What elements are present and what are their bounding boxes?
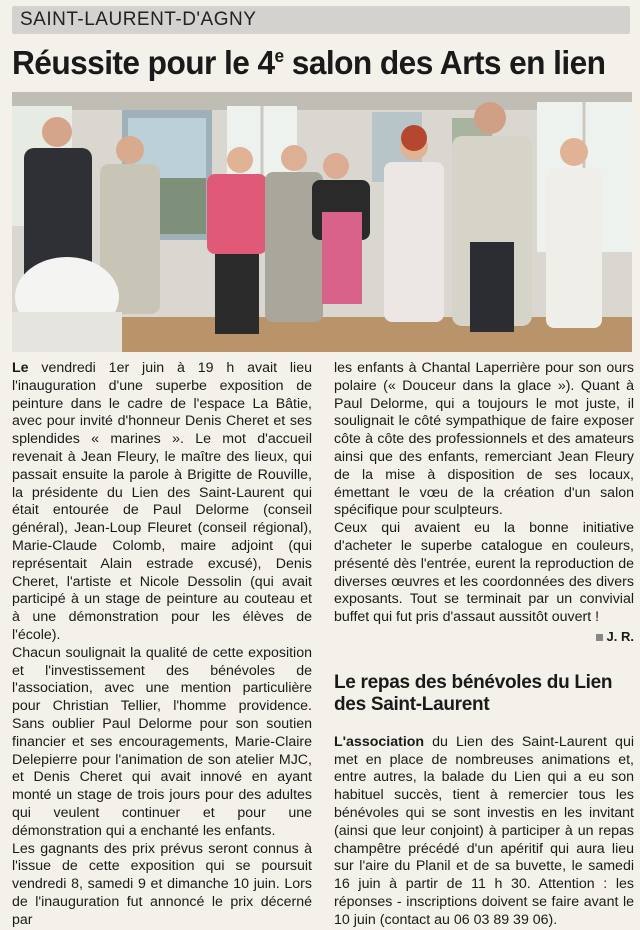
rubric-label: SAINT-LAURENT-D'AGNY <box>20 9 257 30</box>
article-left-column <box>12 360 312 930</box>
article-right-column <box>334 360 634 930</box>
signature-text: J. R. <box>606 628 634 644</box>
paragraph-text: les enfants à Chantal Laperrière pour son ours polaire (« Douceur dans la glace »). Quant à Paul Delorme, qui a toujours le mot juste, il soulignait le côté sympathique de faire exposer côte à côte des professionnels et des amateurs ainsi que des enfants, remerciant Jean Fleury de la mise à disposition de ses locaux, émettant le vœu de la création d'un salon spécifique pour sculpteurs. <box>334 360 634 519</box>
lead-word: Le <box>12 360 29 376</box>
author-signature <box>334 628 634 646</box>
paragraph-text: du Lien des Saint-Laurent qui met en place de nombreuses animations et, entre autres, la balade du Lien qui a eu son habituel succès, tient à remercier tous les bénévoles qui se sont investis en les invitant (ainsi que leur conjoint) à participer à un repas champêtre précédé d'un apéritif qui aura lieu sur l'aire du Planil et de sa buvette, le samedi 16 juin à partir de 11 h 30. Attention : les réponses - inscriptions doivent se faire avant le 10 juin (contact au 06 03 89 39 06). <box>334 733 634 928</box>
paragraph-text: vendredi 1er juin à 19 h avait lieu l'inauguration d'une superbe exposition de peinture dans le cadre de l'espace La Bâtie, avec pour invité d'honneur Denis Cheret et ses splendides « marines ». Le mot d'accueil revenait à Jean Fleury, le maître des lieux, qui passait ensuite la parole à Brigitte de Rouville, la présidente du Lien des Saint-Laurent qui était entourée de Paul Delorme (conseil général), Jean-Loup Fleuret (conseil régional), Marie-Claude Colomb, maire adjoint (qui représentait Alain estrade excusé), Denis Cheret, l'artiste et Nicole Dessolin (qui avait participé à un stage de peinture au couteau et à une démonstration pour les élèves de l'école). <box>12 360 312 643</box>
paragraph <box>334 360 634 520</box>
paragraph <box>12 645 312 841</box>
paragraph-text: Les gagnants des prix prévus seront connus à l'issue de cette exposition qui se poursuit vendredi 8, samedi 9 et dimanche 10 juin. Lors de l'inauguration fut annoncé le prix décerné par <box>12 840 312 928</box>
headline-part-2: salon des Arts en lien <box>283 44 606 81</box>
group-photo <box>12 92 632 352</box>
square-bullet-icon <box>596 634 603 641</box>
headline-sup: e <box>274 46 284 66</box>
sidebar-article-title: Le repas des bénévoles du Lien des Saint-Laurent <box>334 671 613 715</box>
lead-word: L'association <box>334 733 425 750</box>
paragraph-text: Ceux qui avaient eu la bonne initiative d'acheter le superbe catalogue en couleurs, présenté dès l'entrée, eurent la reproduction de diverses œuvres et les coordonnées des divers exposants. Tout se terminait par un convivial buffet qui fut pris d'assaut aussitôt ouvert ! <box>334 520 634 626</box>
paragraph-text: Chacun soulignait la qualité de cette exposition et l'investissement des bénévoles de l'association, avec une mention particulière pour Christian Tellier, l'homme providence. Sans oublier Paul Delorme pour son soutien financier et ses encouragements, Marie-Claire Delepierre pour l'animation de son atelier MJC, et Denis Cheret qui avait innové en ayant monté un stage de trois jours pour des adultes qui veulent continuer et pour une démonstration qui a enchanté les enfants. <box>12 644 312 839</box>
paragraph <box>12 360 312 645</box>
group-photo-icon <box>12 92 632 352</box>
paragraph <box>12 841 312 930</box>
paragraph <box>334 520 634 627</box>
headline-part-1: Réussite pour le 4 <box>12 44 275 81</box>
section-rubric <box>12 6 630 34</box>
paragraph <box>334 734 634 930</box>
page-title <box>12 44 607 82</box>
